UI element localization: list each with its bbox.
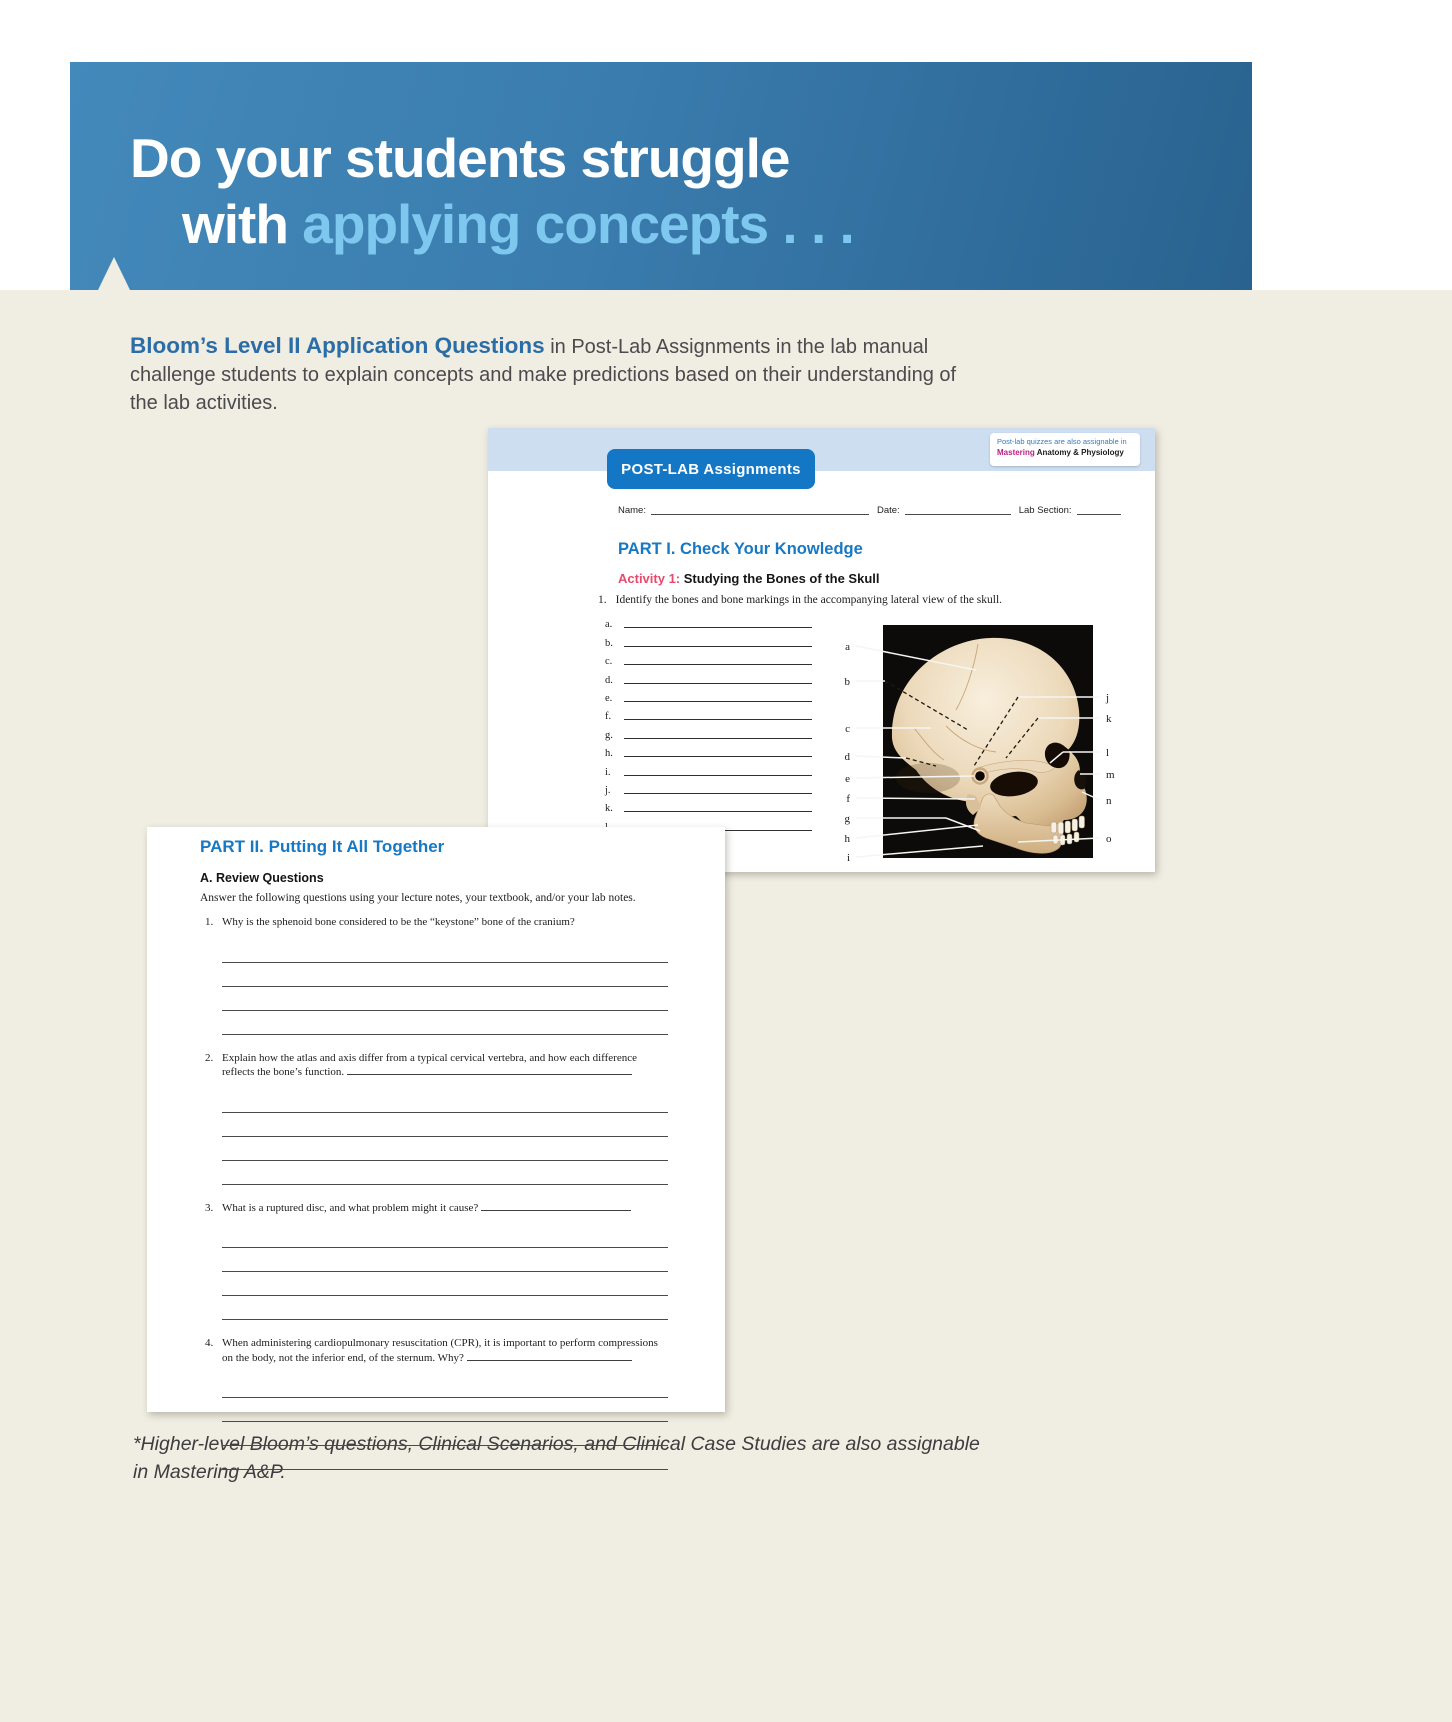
answer-letter: h. (605, 748, 613, 760)
answer-blank-row (605, 688, 812, 706)
question-number: 1. (205, 916, 214, 928)
figure-label-g: g (844, 813, 850, 825)
part2-heading: PART II. Putting It All Together (200, 837, 445, 856)
answer-blank-line (624, 718, 812, 720)
figure-label-h: h (844, 833, 850, 845)
question-number: 2. (205, 1051, 214, 1064)
figure-labels-left (845, 641, 851, 864)
question-body (222, 1051, 668, 1185)
name-blank (651, 505, 869, 515)
question-text: What is a ruptured disc, and what problem might it cause? (222, 1201, 482, 1214)
review-question (205, 1336, 668, 1470)
figure-label-i: i (846, 852, 850, 864)
date-blank (905, 505, 1011, 515)
figure-label-f: f (846, 793, 850, 805)
answer-blank-row (605, 614, 812, 632)
answer-blank-line (222, 987, 668, 1011)
answer-blank-lines (222, 939, 668, 1035)
answer-letter: a. (605, 619, 613, 631)
badge-brand-rest: Anatomy & Physiology (1034, 448, 1124, 458)
answer-blank-line (222, 1137, 668, 1161)
part1-heading: PART I. Check Your Knowledge (618, 540, 863, 558)
review-question (205, 1051, 668, 1185)
answer-blank-line (222, 1296, 668, 1320)
date-label: Date: (876, 505, 900, 516)
answer-blank-line (222, 1089, 668, 1113)
question-text: Why is the sphenoid bone considered to be the “keystone” bone of the cranium? (222, 916, 575, 928)
intro-paragraph (130, 332, 970, 417)
banner-line2 (182, 192, 854, 256)
answer-blank-line (624, 682, 812, 684)
answer-blank-line (222, 1224, 668, 1248)
activity-label: Activity 1: (618, 571, 681, 586)
lab-section-blank (1077, 505, 1121, 515)
review-question (205, 1201, 668, 1321)
answer-letter: c. (605, 656, 613, 668)
answer-letter: i. (605, 766, 611, 778)
question-number: 4. (205, 1337, 214, 1349)
review-instructions: Answer the following questions using your lecture notes, your textbook, and/or your lab notes. (200, 892, 636, 904)
intro-line2: challenge students to explain concepts and make predictions based on their understanding of (130, 364, 957, 386)
banner-notch (98, 257, 130, 290)
banner-line2-white: with (182, 193, 303, 255)
question-text: Explain how the atlas and axis differ from a typical cervical vertebra, and how each difference reflects the bone’s function. (222, 1051, 637, 1078)
answer-blank-line (624, 645, 812, 647)
badge-line2 (997, 447, 1133, 459)
answer-blank-row (605, 780, 812, 798)
answer-blank-line (222, 1398, 668, 1422)
figure-label-d: d (844, 751, 850, 763)
answer-blank-lines (222, 1374, 668, 1470)
answer-blank-line (624, 737, 812, 739)
review-question (205, 915, 668, 1035)
inline-answer-blank (467, 1351, 632, 1361)
answer-blank-line (624, 774, 812, 776)
lab-section-label: Lab Section: (1018, 505, 1072, 516)
intro-line1 (130, 332, 970, 361)
answer-letter: d. (605, 674, 613, 686)
activity-title: Studying the Bones of the Skull (680, 571, 880, 586)
figure-label-b: b (844, 676, 850, 688)
answer-blank-row (605, 632, 812, 650)
skull-figure (828, 618, 1155, 872)
name-date-row (618, 505, 1121, 516)
figure-label-c: c (845, 723, 850, 735)
answer-blank-row (605, 706, 812, 724)
answer-blank-line (222, 1272, 668, 1296)
answer-blank-line (222, 1161, 668, 1185)
answer-blank-list (605, 614, 812, 835)
inline-answer-blank (481, 1201, 631, 1211)
postlab-worksheet-page (488, 428, 1155, 872)
activity-heading (618, 571, 879, 586)
answer-letter: e. (605, 692, 613, 704)
footnote-line2: in Mastering A&P. (133, 1461, 286, 1483)
footnote-line1: *Higher-level Bloom’s questions, Clinical Scenarios, and Clinical Case Studies are also assignable (133, 1433, 980, 1455)
answer-blank-line (222, 963, 668, 987)
mastering-brand: Mastering (997, 448, 1035, 458)
answer-blank-row (605, 743, 812, 761)
answer-blank-row (605, 761, 812, 779)
question-body (222, 1201, 668, 1321)
banner-line1: Do your students struggle (130, 127, 790, 189)
question1-number: 1. (598, 594, 607, 606)
answer-letter: j. (605, 784, 611, 796)
postlab-tab: POST-LAB Assignments (607, 449, 815, 489)
answer-letter: k. (605, 803, 613, 815)
answer-letter: f. (605, 711, 612, 723)
answer-blank-row (605, 724, 812, 742)
answer-blank-line (222, 1422, 668, 1446)
answer-blank-line (624, 792, 812, 794)
question-body (222, 1336, 668, 1470)
part2-worksheet-page (147, 827, 725, 1412)
question1-text: Identify the bones and bone markings in the accompanying lateral view of the skull. (615, 594, 1003, 606)
inline-answer-blank (347, 1065, 632, 1075)
answer-letter: g. (605, 729, 613, 741)
banner (70, 62, 1252, 290)
question-text: When administering cardiopulmonary resuscitation (CPR), it is important to perform compressions on the body, not the inferior end, of the sternum. Why? (222, 1337, 658, 1364)
banner-line2-accent: applying concepts . . . (302, 193, 854, 255)
answer-blank-lines (222, 1089, 668, 1185)
answer-blank-line (624, 755, 812, 757)
question-body (222, 915, 668, 1035)
badge-line1: Post-lab quizzes are also assignable in (997, 437, 1127, 446)
answer-blank-line (222, 1446, 668, 1470)
intro-line3: the lab activities. (130, 392, 278, 414)
answer-blank-row (605, 651, 812, 669)
answer-blank-line (222, 1011, 668, 1035)
mastering-badge (990, 433, 1140, 466)
intro-line1-rest: in Post-Lab Assignments in the lab manual (544, 336, 929, 358)
figure-label-n: n (1106, 795, 1112, 807)
answer-blank-line (624, 700, 812, 702)
name-label: Name: (618, 505, 646, 516)
figure-label-l: l (1106, 747, 1110, 759)
figure-label-m: m (1106, 769, 1115, 781)
answer-blank-lines (222, 1224, 668, 1320)
answer-blank-line (222, 1374, 668, 1398)
answer-blank-line (222, 939, 668, 963)
intro-lead: Bloom’s Level II Application Questions (130, 333, 545, 358)
answer-blank-line (222, 1248, 668, 1272)
review-question-list (205, 915, 668, 1470)
answer-blank-line (624, 810, 812, 812)
figure-label-k: k (1106, 713, 1112, 725)
question-number: 3. (205, 1201, 214, 1214)
answer-blank-line (222, 1113, 668, 1137)
answer-blank-row (605, 669, 812, 687)
figure-label-a: a (845, 641, 850, 653)
figure-label-o: o (1106, 833, 1112, 845)
figure-label-j: j (1106, 692, 1110, 704)
answer-blank-line (624, 626, 812, 628)
answer-blank-row (605, 798, 812, 816)
answer-letter: b. (605, 637, 613, 649)
answer-blank-line (624, 663, 812, 665)
figure-label-e: e (845, 773, 850, 785)
review-questions-subheading: A. Review Questions (200, 871, 324, 885)
figure-labels-right (1105, 692, 1115, 845)
question1-sentence (598, 594, 1002, 606)
